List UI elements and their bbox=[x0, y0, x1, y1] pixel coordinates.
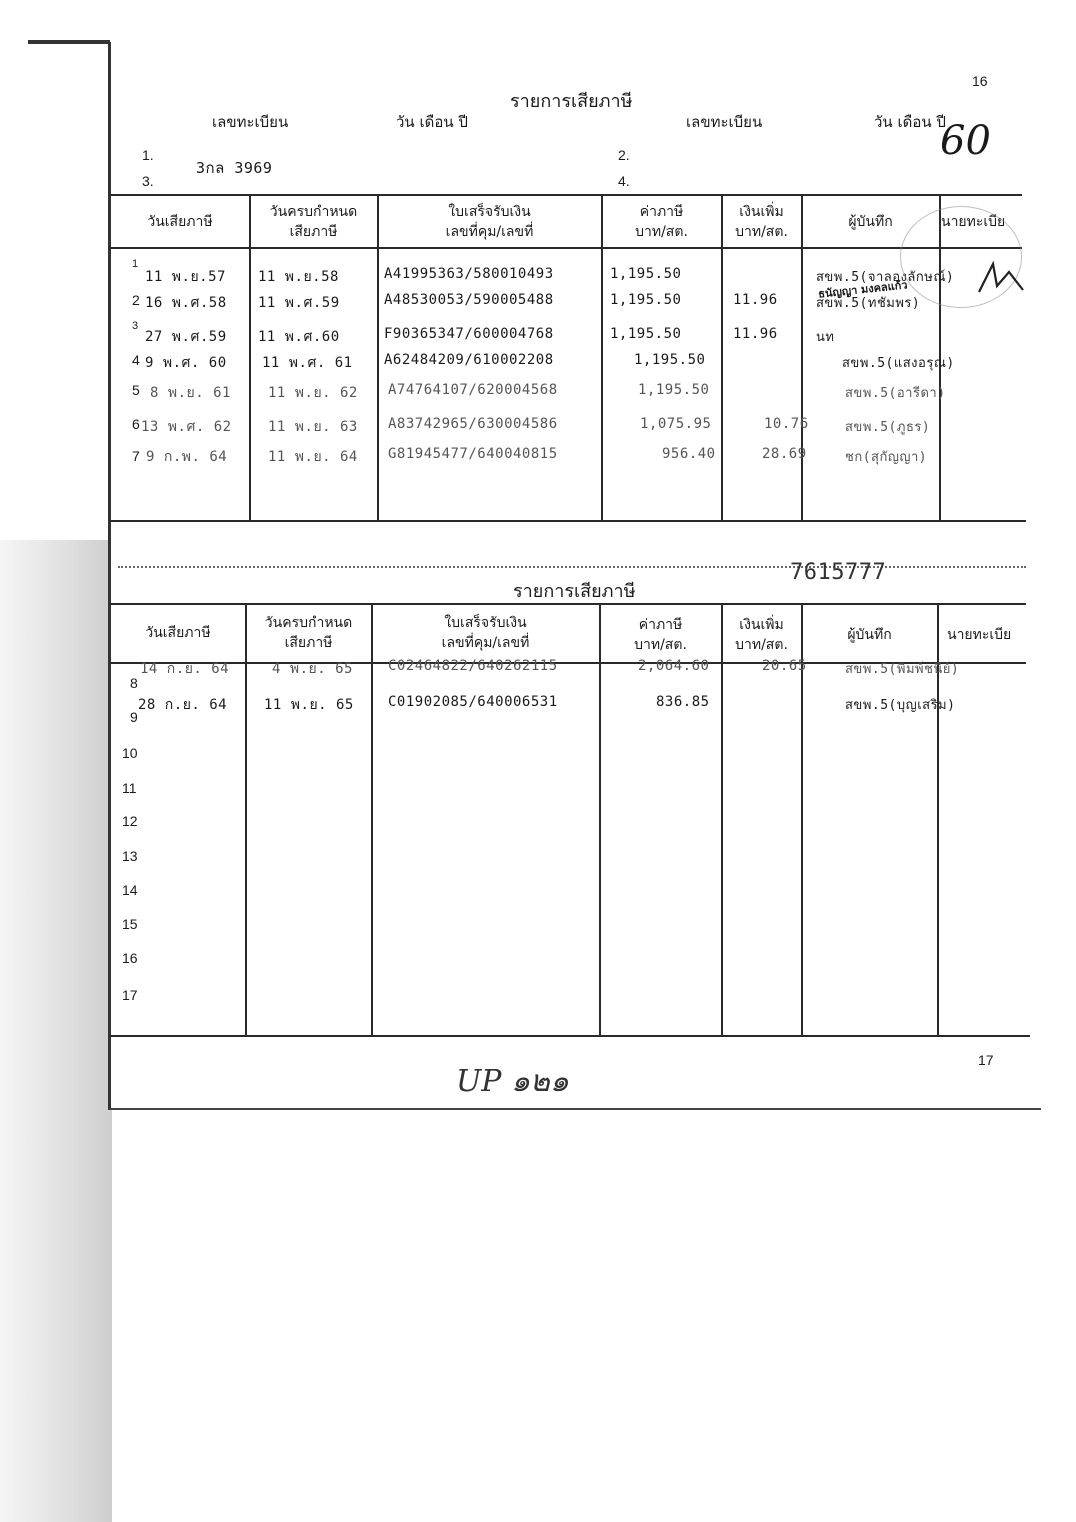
t1-row1-recorder: สขพ.5(จาลองลักษณ์) bbox=[816, 270, 955, 285]
t1-row7-extra: 28.69 bbox=[762, 446, 807, 462]
row-number: 16 bbox=[122, 950, 138, 966]
t2-row9-receipt: C01902085/640006531 bbox=[388, 694, 558, 710]
table1-header-rule bbox=[110, 247, 1022, 249]
section1-title: รายการเสียภาษี bbox=[510, 91, 633, 112]
row-number: 17 bbox=[122, 987, 138, 1003]
reg-number-2: 2. bbox=[618, 147, 630, 163]
table1-bottom-rule bbox=[110, 520, 1026, 522]
t1-row7-paid: 9 ก.พ. 64 bbox=[146, 449, 228, 465]
reg-label-1: เลขทะเบียน bbox=[212, 113, 289, 131]
t1-row3-tax: 1,195.50 bbox=[610, 326, 682, 342]
t2-col-receipt-a: ใบเสร็จรับเงิน bbox=[444, 615, 527, 631]
table1-top-rule bbox=[110, 194, 1022, 196]
table1-col-divider bbox=[601, 194, 603, 521]
t2-row8-tax: 2,064.60 bbox=[638, 658, 710, 674]
t1-col-recorder: ผู้บันทึก bbox=[848, 214, 893, 230]
t1-row6-no: 6 bbox=[132, 416, 140, 432]
reg-number-1: 1. bbox=[142, 147, 154, 163]
t1-row6-recorder: สขพ.5(ภูธร) bbox=[845, 420, 931, 435]
reg-value-1: 3กล 3969 bbox=[196, 159, 273, 177]
page-number-top: 16 bbox=[972, 73, 988, 89]
t1-col-receipt-b: เลขที่คุม/เลขที่ bbox=[445, 224, 534, 240]
t1-row5-recorder: สขพ.5(อารีดา) bbox=[845, 386, 946, 401]
t1-row6-paid: 13 พ.ศ. 62 bbox=[141, 419, 232, 435]
t1-col-tax-a: ค่าภาษี bbox=[639, 204, 684, 220]
t2-row9-paid: 28 ก.ย. 64 bbox=[138, 697, 228, 713]
t1-row3-recorder: นท bbox=[816, 330, 835, 345]
t1-row5-tax: 1,195.50 bbox=[638, 382, 710, 398]
reg-label-2: เลขทะเบียน bbox=[686, 113, 763, 131]
t1-row2-receipt: A48530053/590005488 bbox=[384, 292, 554, 308]
t2-row8-due: 4 พ.ย. 65 bbox=[272, 661, 353, 677]
reg-number-3: 3. bbox=[142, 173, 154, 189]
t1-row2-due: 11 พ.ศ.59 bbox=[258, 295, 340, 311]
date-label-2: วัน เดือน ปี bbox=[874, 113, 946, 131]
t1-row2-paid: 16 พ.ศ.58 bbox=[145, 295, 227, 311]
perforation-line bbox=[118, 566, 1026, 568]
t2-row8-recorder: สขพ.5(พิมพ์ชนีย์) bbox=[845, 662, 960, 677]
t2-col-tax-b: บาท/สต. bbox=[634, 637, 687, 653]
t2-row8-receipt: C02464822/640262115 bbox=[388, 658, 558, 674]
table2-col-divider bbox=[371, 603, 373, 1036]
t2-row9-due: 11 พ.ย. 65 bbox=[264, 697, 354, 713]
t2-col-receipt-b: เลขที่คุม/เลขที่ bbox=[441, 635, 530, 651]
signature-mark bbox=[975, 258, 1027, 298]
strip-number: 7615777 bbox=[790, 560, 887, 585]
t2-row8-paid: 14 ก.ย. 64 bbox=[140, 661, 230, 677]
t2-col-extra-a: เงินเพิ่ม bbox=[739, 617, 784, 633]
t1-row1-paid: 11 พ.ย.57 bbox=[145, 269, 226, 285]
t1-col-extra-a: เงินเพิ่ม bbox=[739, 204, 784, 220]
t1-col-due-date-a: วันครบกำหนด bbox=[269, 204, 358, 220]
row-number: 12 bbox=[122, 813, 138, 829]
t1-row2-recorder: สขพ.5(ทชัมพร) bbox=[816, 296, 921, 311]
t2-col-due-date-a: วันครบกำหนด bbox=[264, 615, 353, 631]
t1-col-extra-b: บาท/สต. bbox=[735, 224, 788, 240]
row-number: 10 bbox=[122, 745, 138, 761]
t1-row7-due: 11 พ.ย. 64 bbox=[268, 449, 358, 465]
reg-number-4: 4. bbox=[618, 173, 630, 189]
t1-row4-receipt: A62484209/610002208 bbox=[384, 352, 554, 368]
table1-col-divider bbox=[721, 194, 723, 521]
section2-title: รายการเสียภาษี bbox=[513, 581, 636, 602]
t2-col-tax-a: ค่าภาษี bbox=[638, 617, 683, 633]
t1-col-tax-b: บาท/สต. bbox=[635, 224, 688, 240]
t1-row4-due: 11 พ.ศ. 61 bbox=[262, 355, 353, 371]
t1-row4-paid: 9 พ.ศ. 60 bbox=[145, 355, 227, 371]
row-number: 11 bbox=[122, 780, 137, 796]
t1-row4-tax: 1,195.50 bbox=[634, 352, 706, 368]
t1-row2-no: 2 bbox=[132, 292, 140, 308]
table1-col-divider bbox=[249, 194, 251, 521]
scan-edge-mark bbox=[28, 40, 110, 44]
scan-shadow-left bbox=[0, 540, 112, 1522]
t2-col-extra-b: บาท/สต. bbox=[735, 637, 788, 653]
t1-row2-tax: 1,195.50 bbox=[610, 292, 682, 308]
t1-row4-no: 4 bbox=[132, 352, 140, 368]
t1-row7-receipt: G81945477/640040815 bbox=[388, 446, 558, 462]
table2-col-divider bbox=[721, 603, 723, 1036]
row-number: 8 bbox=[130, 675, 138, 691]
row-number: 15 bbox=[122, 916, 138, 932]
t2-col-recorder: ผู้บันทึก bbox=[847, 627, 892, 643]
t1-row2-extra: 11.96 bbox=[733, 292, 778, 308]
t1-row6-tax: 1,075.95 bbox=[640, 416, 712, 432]
table2-top-rule bbox=[110, 603, 1026, 605]
page-number-bottom: 17 bbox=[978, 1052, 994, 1068]
row-number: 9 bbox=[130, 709, 138, 725]
t1-row1-due: 11 พ.ย.58 bbox=[258, 269, 339, 285]
t1-row5-paid: 8 พ.ย. 61 bbox=[150, 385, 231, 401]
t1-row3-extra: 11.96 bbox=[733, 326, 778, 342]
table2-bottom-rule bbox=[110, 1035, 1030, 1037]
t1-col-registrar: นายทะเบีย bbox=[941, 214, 1006, 230]
table2-col-divider bbox=[245, 603, 247, 1036]
t1-row6-receipt: A83742965/630004586 bbox=[388, 416, 558, 432]
row-number: 13 bbox=[122, 848, 138, 864]
t1-row3-no: 3 bbox=[132, 320, 139, 332]
table1-col-divider bbox=[377, 194, 379, 521]
t2-col-due-date-b: เสียภาษี bbox=[284, 635, 333, 651]
t1-row1-receipt: A41995363/580010493 bbox=[384, 266, 554, 282]
t1-row7-no: 7 bbox=[132, 448, 140, 464]
t2-row9-tax: 836.85 bbox=[656, 694, 710, 710]
t2-row9-recorder: สขพ.5(บุญเสริม) bbox=[845, 698, 956, 713]
row-number: 14 bbox=[122, 882, 138, 898]
t1-row3-due: 11 พ.ศ.60 bbox=[258, 329, 340, 345]
t2-col-paid-date: วันเสียภาษี bbox=[145, 625, 211, 641]
handwritten-note: UP ๑๒๑ bbox=[456, 1064, 569, 1099]
t1-row3-receipt: F90365347/600004768 bbox=[384, 326, 554, 342]
t2-row8-extra: 20.65 bbox=[762, 658, 807, 674]
t1-row5-due: 11 พ.ย. 62 bbox=[268, 385, 358, 401]
t2-col-registrar: นายทะเบีย bbox=[947, 627, 1012, 643]
t1-col-receipt-a: ใบเสร็จรับเงิน bbox=[448, 204, 531, 220]
t1-row6-extra: 10.76 bbox=[764, 416, 809, 432]
t1-row3-paid: 27 พ.ศ.59 bbox=[145, 329, 227, 345]
t1-row1-tax: 1,195.50 bbox=[610, 266, 682, 282]
t1-row5-no: 5 bbox=[132, 382, 140, 398]
t1-row7-tax: 956.40 bbox=[662, 446, 716, 462]
t1-col-paid-date: วันเสียภาษี bbox=[147, 214, 213, 230]
t1-col-due-date-b: เสียภาษี bbox=[289, 224, 338, 240]
t1-row6-due: 11 พ.ย. 63 bbox=[268, 419, 358, 435]
t1-row7-recorder: ชก(สุกัญญา) bbox=[845, 450, 928, 465]
t1-row5-receipt: A74764107/620004568 bbox=[388, 382, 558, 398]
table1-col-divider bbox=[801, 194, 803, 521]
table2-col-divider bbox=[599, 603, 601, 1036]
t1-row1-no: 1 bbox=[132, 258, 139, 270]
date-label-1: วัน เดือน ปี bbox=[396, 113, 468, 131]
handwritten-page-number: 60 bbox=[940, 118, 991, 164]
stamp-name: ธนัญญา มงคลแก้ว bbox=[817, 278, 909, 301]
t1-row4-recorder: สขพ.5(แสงอรุณ) bbox=[842, 356, 955, 371]
